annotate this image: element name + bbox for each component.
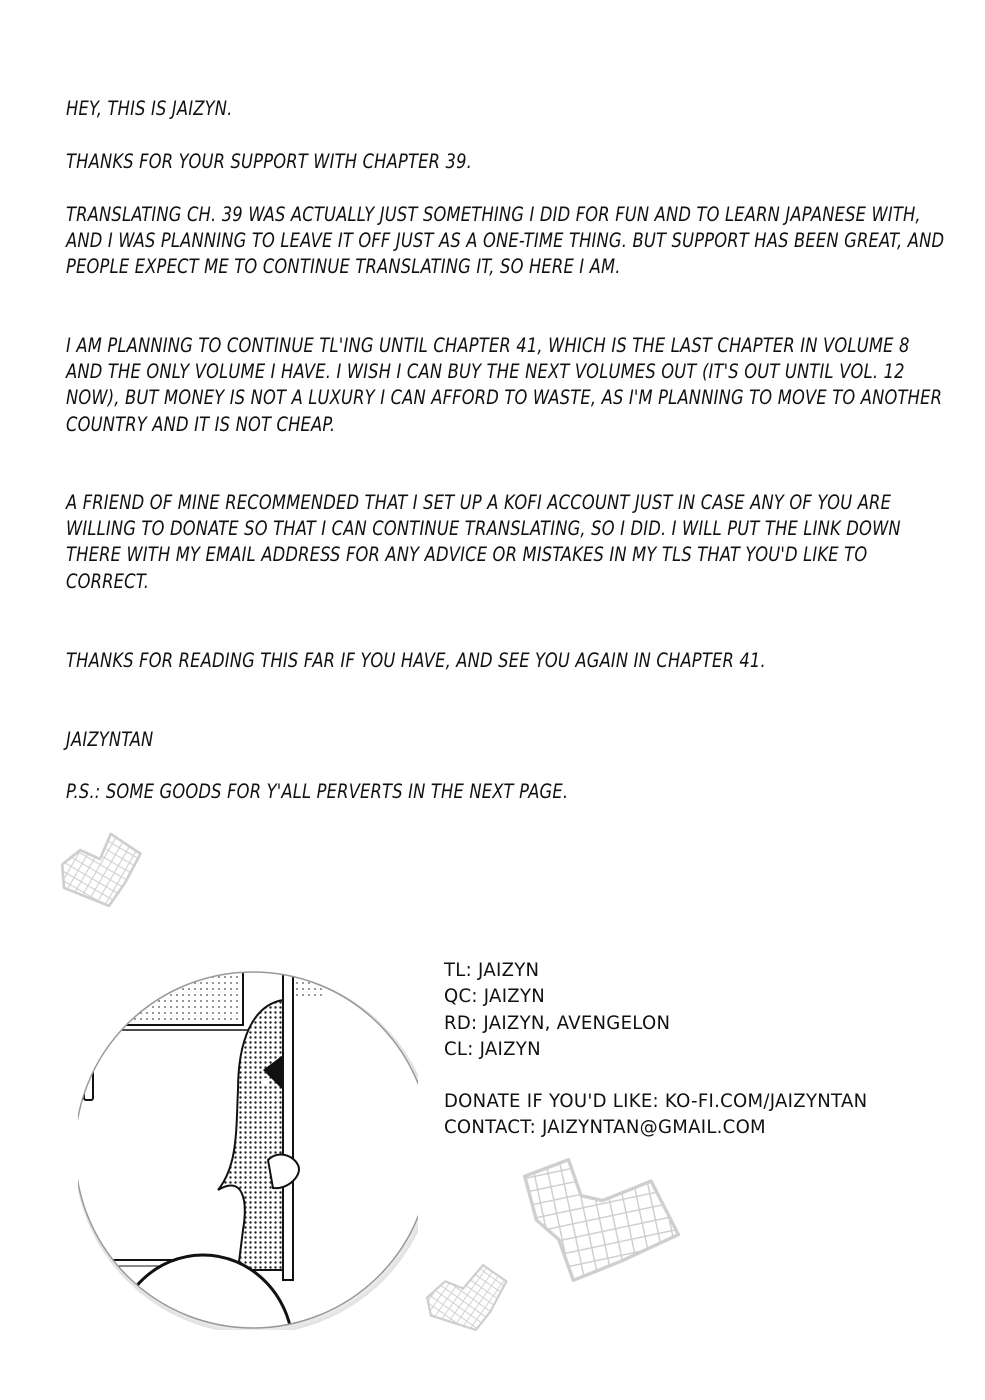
letter-paragraph: A FRIEND OF MINE RECOMMENDED THAT I SET UP A KOFI ACCOUNT JUST IN CASE ANY OF YOU ARE WILLING TO DONATE SO THAT I CAN CONTINUE TRANSLATING, SO I DID. I WILL PUT THE LINK DOWN THERE WITH MY EMAIL ADDRESS FOR ANY ADVICE OR MISTAKES IN MY TLS THAT YOU'D LIKE TO CORRECT. xyxy=(66,491,901,593)
crosshatch-heart-icon xyxy=(420,1260,510,1335)
credit-translator: TL: JAIZYN xyxy=(444,959,540,981)
donate-link[interactable]: DONATE IF YOU'D LIKE: KO-FI.COM/JAIZYNTAN xyxy=(444,1090,868,1113)
signature: JAIZYNTAN xyxy=(66,728,154,751)
credit-cleaner: CL: JAIZYN xyxy=(444,1037,541,1060)
greeting: HEY, THIS IS JAIZYN. xyxy=(66,97,233,120)
peeking-girl-illustration xyxy=(78,950,418,1330)
letter-paragraph: THANKS FOR YOUR SUPPORT WITH CHAPTER 39. xyxy=(66,150,473,173)
credit-quality-check: QC: JAIZYN xyxy=(444,985,546,1008)
credits-block xyxy=(444,957,964,1141)
letter-paragraph: THANKS FOR READING THIS FAR IF YOU HAVE, AND SEE YOU AGAIN IN CHAPTER 41. xyxy=(66,649,766,672)
letter-paragraph: I AM PLANNING TO CONTINUE TL'ING UNTIL CHAPTER 41, WHICH IS THE LAST CHAPTER IN VOLUME 8 AND THE ONLY VOLUME I HAVE. I WISH I CAN BUY THE NEXT VOLUMES OUT (IT'S OUT UNTIL VOL. 12 NOW), BUT MONEY IS NOT A LUXURY I CAN AFFORD TO WASTE, AS I'M PLANNING TO MOVE TO ANOTHER COUNTRY AND IT IS NOT CHEAP. xyxy=(66,334,943,436)
credit-redraw: RD: JAIZYN, AVENGELON xyxy=(444,1011,671,1034)
postscript: P.S.: SOME GOODS FOR Y'ALL PERVERTS IN THE NEXT PAGE. xyxy=(66,780,569,803)
crosshatch-heart-icon xyxy=(515,1150,690,1290)
letter-paragraph: TRANSLATING CH. 39 WAS ACTUALLY JUST SOMETHING I DID FOR FUN AND TO LEARN JAPANESE WITH, AND I WAS PLANNING TO LEAVE IT OFF JUST AS A ONE-TIME THING. BUT SUPPORT HAS BEEN GREAT, AND PEOPLE EXPECT ME TO CONTINUE TRANSLATING IT, SO HERE I AM. xyxy=(66,203,945,279)
spacer xyxy=(444,1062,964,1088)
contact-email[interactable]: CONTACT: JAIZYNTAN@GMAIL.COM xyxy=(444,1116,766,1139)
crosshatch-heart-icon xyxy=(55,828,145,910)
